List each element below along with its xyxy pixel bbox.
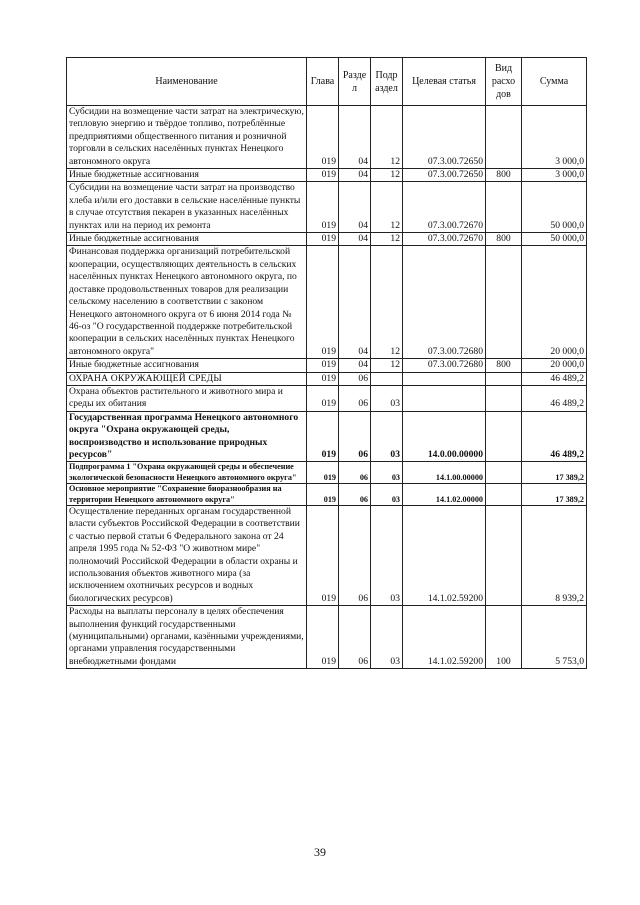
row-chapter: 019 bbox=[307, 233, 339, 246]
row-subsection bbox=[371, 372, 403, 385]
row-subsection: 03 bbox=[371, 462, 403, 484]
row-expense-type bbox=[486, 246, 522, 359]
row-target: 07.3.00.72650 bbox=[403, 106, 486, 169]
row-expense-type bbox=[486, 462, 522, 484]
row-name: Иные бюджетные ассигнования bbox=[67, 169, 307, 182]
row-expense-type bbox=[486, 506, 522, 606]
row-name: Субсидии на возмещение части затрат на производство хлеба и/или его доставки в сельские населённые пункты в случае отсутствия пекарен в указанных населённых пунктах или на период их ремонта bbox=[67, 182, 307, 233]
table-row bbox=[67, 169, 587, 182]
row-chapter: 019 bbox=[307, 106, 339, 169]
row-target: 14.1.02.00000 bbox=[403, 484, 486, 506]
row-expense-type bbox=[486, 106, 522, 169]
row-chapter: 019 bbox=[307, 462, 339, 484]
row-section: 06 bbox=[339, 484, 371, 506]
row-section: 04 bbox=[339, 169, 371, 182]
row-subsection: 03 bbox=[371, 411, 403, 462]
row-expense-type: 100 bbox=[486, 606, 522, 669]
row-name: Субсидии на возмещение части затрат на электрическую, тепловую энергию и твёрдое топливо, потреблённые предприятиями общественного питания и розничной торговли в сельских населённых пунктах Ненецкого автономного округа bbox=[67, 106, 307, 169]
header-expense-type: Вид расхо дов bbox=[486, 58, 522, 106]
row-target: 07.3.00.72680 bbox=[403, 246, 486, 359]
row-section: 06 bbox=[339, 411, 371, 462]
row-subsection: 12 bbox=[371, 246, 403, 359]
row-expense-type: 800 bbox=[486, 233, 522, 246]
row-amount: 46 489,2 bbox=[522, 372, 587, 385]
row-amount: 46 489,2 bbox=[522, 385, 587, 411]
row-chapter: 019 bbox=[307, 182, 339, 233]
table-row bbox=[67, 106, 587, 169]
table-row bbox=[67, 462, 587, 484]
row-section: 04 bbox=[339, 359, 371, 372]
row-name: Охрана объектов растительного и животного мира и среды их обитания bbox=[67, 385, 307, 411]
row-name: Основное мероприятие "Сохранение биоразнообразия на территории Ненецкого автономного округа" bbox=[67, 484, 307, 506]
table-row bbox=[67, 372, 587, 385]
row-target: 14.1.02.59200 bbox=[403, 506, 486, 606]
table-header-row bbox=[67, 58, 587, 106]
row-target: 14.1.02.59200 bbox=[403, 606, 486, 669]
row-subsection: 03 bbox=[371, 506, 403, 606]
row-chapter: 019 bbox=[307, 484, 339, 506]
header-amount: Сумма bbox=[522, 58, 587, 106]
row-section: 04 bbox=[339, 246, 371, 359]
row-amount: 20 000,0 bbox=[522, 246, 587, 359]
row-target: 07.3.00.72670 bbox=[403, 182, 486, 233]
header-chapter: Глава bbox=[307, 58, 339, 106]
row-subsection: 12 bbox=[371, 233, 403, 246]
row-subsection: 12 bbox=[371, 106, 403, 169]
row-chapter: 019 bbox=[307, 246, 339, 359]
row-subsection: 12 bbox=[371, 182, 403, 233]
table-row bbox=[67, 233, 587, 246]
row-target: 14.1.00.00000 bbox=[403, 462, 486, 484]
row-name: Расходы на выплаты персоналу в целях обеспечения выполнения функций государственными (муниципальными) органами, казёнными учреждениями, органами управления государственными внебюджетными фондами bbox=[67, 606, 307, 669]
row-target bbox=[403, 385, 486, 411]
row-chapter: 019 bbox=[307, 411, 339, 462]
row-chapter: 019 bbox=[307, 372, 339, 385]
row-expense-type: 800 bbox=[486, 169, 522, 182]
row-subsection: 03 bbox=[371, 606, 403, 669]
row-expense-type bbox=[486, 411, 522, 462]
row-amount: 17 389,2 bbox=[522, 462, 587, 484]
row-expense-type: 800 bbox=[486, 359, 522, 372]
row-chapter: 019 bbox=[307, 506, 339, 606]
row-chapter: 019 bbox=[307, 359, 339, 372]
row-expense-type bbox=[486, 372, 522, 385]
row-chapter: 019 bbox=[307, 169, 339, 182]
row-section: 06 bbox=[339, 606, 371, 669]
table-row bbox=[67, 606, 587, 669]
table-row bbox=[67, 246, 587, 359]
row-section: 06 bbox=[339, 462, 371, 484]
budget-table bbox=[66, 57, 587, 669]
row-chapter: 019 bbox=[307, 385, 339, 411]
row-name: Подпрограмма 1 "Охрана окружающей среды и обеспечение экологической безопасности Ненецкого автономного округа" bbox=[67, 462, 307, 484]
row-subsection: 03 bbox=[371, 484, 403, 506]
row-target: 07.3.00.72650 bbox=[403, 169, 486, 182]
row-name: Государственная программа Ненецкого автономного округа "Охрана окружающей среды, воспроизводство и использование природных ресурсов" bbox=[67, 411, 307, 462]
row-target bbox=[403, 372, 486, 385]
row-amount: 50 000,0 bbox=[522, 182, 587, 233]
row-amount: 3 000,0 bbox=[522, 106, 587, 169]
row-name: Финансовая поддержка организаций потребительской кооперации, осуществляющих деятельность в сельских населённых пунктах Ненецкого автономного округа, по доставке продовольственных товаров для реализации сельскому населению в соответствии с законом Ненецкого автономного округа от 6 июня 2014 года № 46-оз "О государственной поддержке потребительской кооперации в сельских населённых пунктах Ненецкого автономного округа" bbox=[67, 246, 307, 359]
row-amount: 20 000,0 bbox=[522, 359, 587, 372]
row-subsection: 03 bbox=[371, 385, 403, 411]
row-section: 04 bbox=[339, 182, 371, 233]
table-row bbox=[67, 385, 587, 411]
row-amount: 50 000,0 bbox=[522, 233, 587, 246]
row-amount: 5 753,0 bbox=[522, 606, 587, 669]
header-name: Наименование bbox=[67, 58, 307, 106]
row-name: Осуществление переданных органам государственной власти субъектов Российской Федерации в соответствии с частью первой статьи 6 Федерального закона от 24 апреля 1995 года № 52-ФЗ "О животном мире" полномочий Российской Федерации в области охраны и использования объектов животного мира (за исключением охотничьих ресурсов и водных биологических ресурсов) bbox=[67, 506, 307, 606]
table-row bbox=[67, 506, 587, 606]
row-amount: 3 000,0 bbox=[522, 169, 587, 182]
row-subsection: 12 bbox=[371, 359, 403, 372]
row-target: 14.0.00.00000 bbox=[403, 411, 486, 462]
row-section: 04 bbox=[339, 106, 371, 169]
row-subsection: 12 bbox=[371, 169, 403, 182]
page-number: 39 bbox=[314, 845, 326, 859]
row-section: 06 bbox=[339, 506, 371, 606]
header-section: Разде л bbox=[339, 58, 371, 106]
header-target: Целевая статья bbox=[403, 58, 486, 106]
table-row bbox=[67, 182, 587, 233]
table-row bbox=[67, 484, 587, 506]
row-chapter: 019 bbox=[307, 606, 339, 669]
row-section: 04 bbox=[339, 233, 371, 246]
row-section: 06 bbox=[339, 372, 371, 385]
row-name: Иные бюджетные ассигнования bbox=[67, 359, 307, 372]
row-target: 07.3.00.72670 bbox=[403, 233, 486, 246]
table-row bbox=[67, 359, 587, 372]
row-expense-type bbox=[486, 385, 522, 411]
row-amount: 8 939,2 bbox=[522, 506, 587, 606]
row-name: ОХРАНА ОКРУЖАЮЩЕЙ СРЕДЫ bbox=[67, 372, 307, 385]
table-row bbox=[67, 411, 587, 462]
row-expense-type bbox=[486, 182, 522, 233]
row-expense-type bbox=[486, 484, 522, 506]
header-subsection: Подр аздел bbox=[371, 58, 403, 106]
row-section: 06 bbox=[339, 385, 371, 411]
row-amount: 46 489,2 bbox=[522, 411, 587, 462]
row-name: Иные бюджетные ассигнования bbox=[67, 233, 307, 246]
row-target: 07.3.00.72680 bbox=[403, 359, 486, 372]
row-amount: 17 389,2 bbox=[522, 484, 587, 506]
